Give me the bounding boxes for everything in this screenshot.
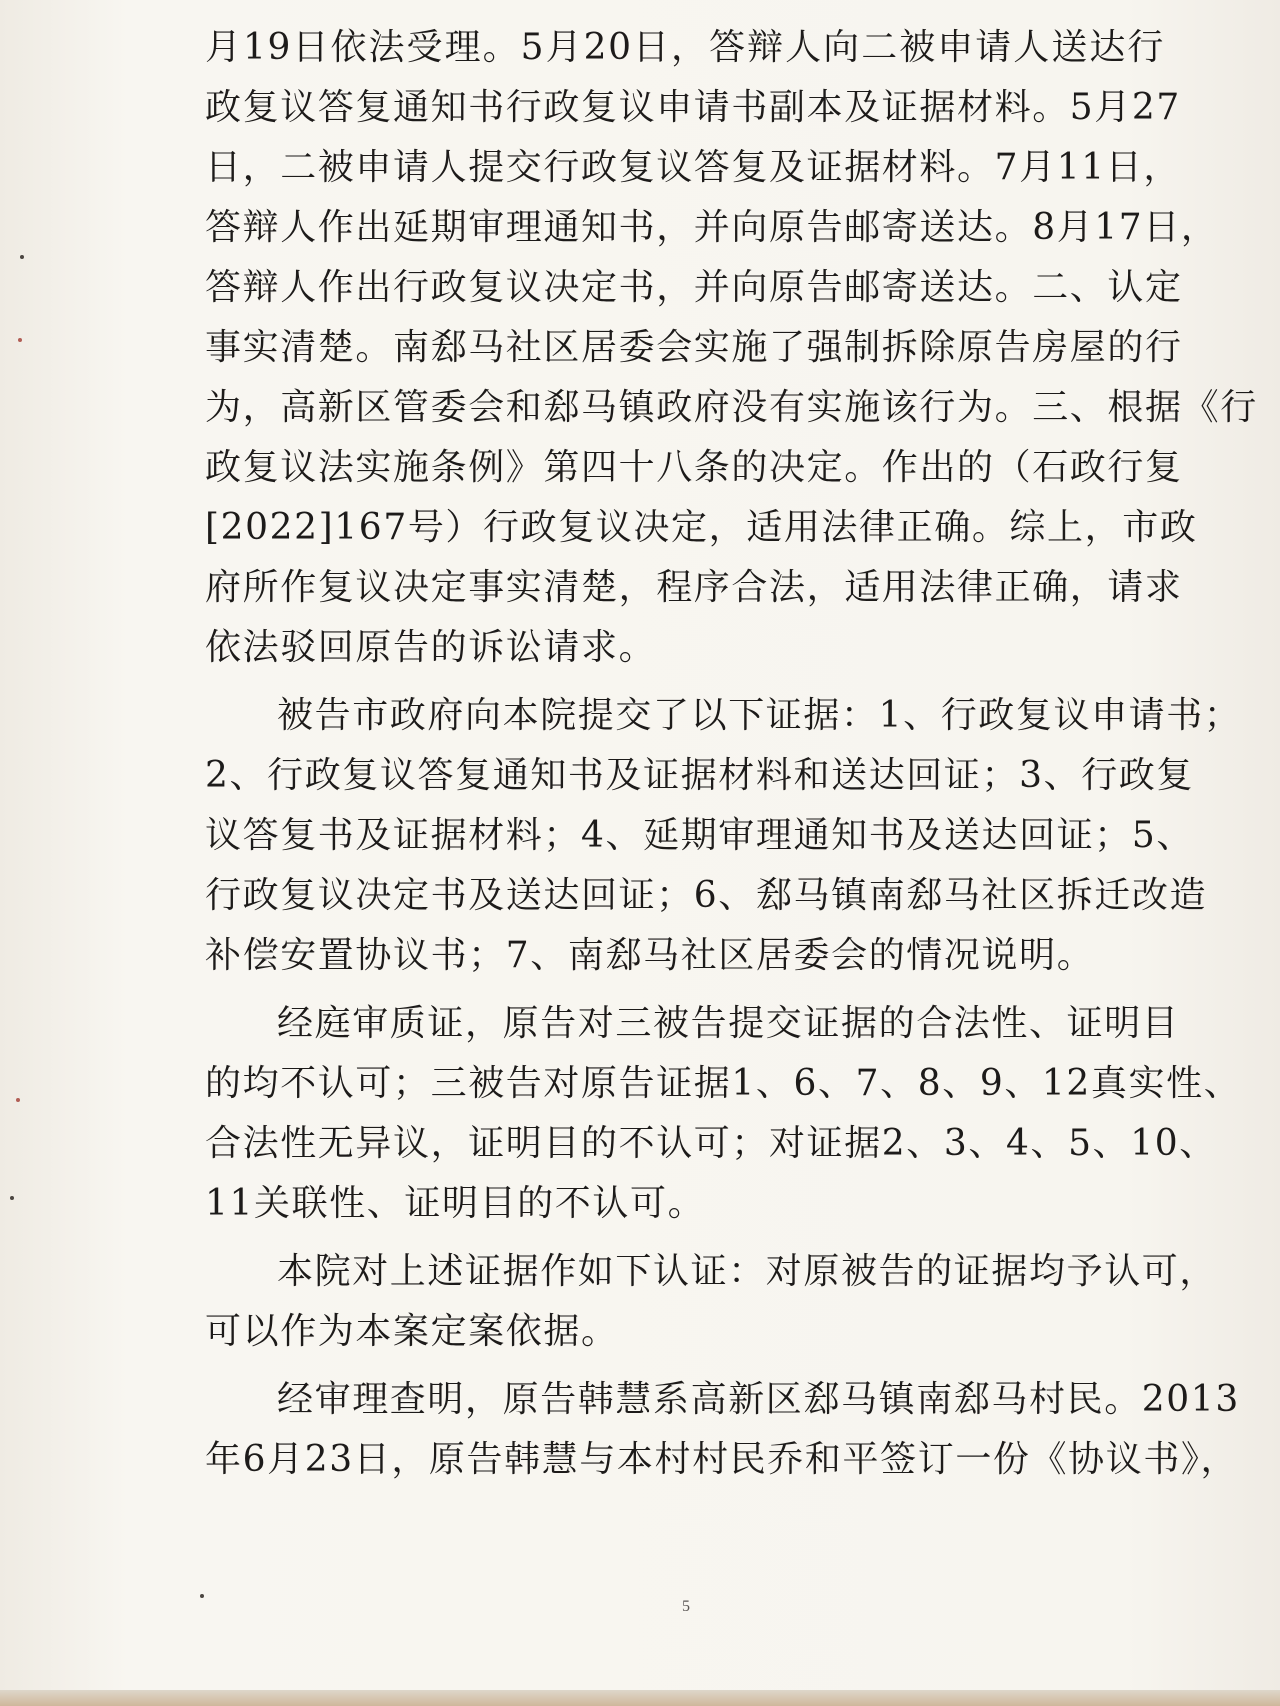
text-line: 合法性无异议，证明目的不认可；对证据2、3、4、5、10、 — [205, 1123, 1217, 1164]
text-line: 依法驳回原告的诉讼请求。 — [205, 627, 657, 668]
scan-speck — [200, 1594, 204, 1598]
text-line: 政复议答复通知书行政复议申请书副本及证据材料。5月27 — [205, 87, 1181, 128]
text-line: 政复议法实施条例》第四十八条的决定。作出的（石政行复 — [205, 447, 1183, 488]
scan-speck — [10, 1196, 14, 1200]
text-line: 2、行政复议答复通知书及证据材料和送达回证；3、行政复 — [205, 755, 1195, 796]
text-line: 可以作为本案定案依据。 — [205, 1311, 619, 1352]
text-line: 答辩人作出行政复议决定书，并向原告邮寄送达。二、认定 — [205, 267, 1183, 308]
text-line: 补偿安置协议书；7、南郄马社区居委会的情况说明。 — [205, 935, 1095, 976]
text-line: 府所作复议决定事实清楚，程序合法，适用法律正确，请求 — [205, 567, 1183, 608]
text-line: 11关联性、证明目的不认可。 — [205, 1183, 706, 1224]
document-body — [205, 18, 1258, 1490]
scan-speck — [18, 338, 22, 342]
text-line: 行政复议决定书及送达回证；6、郄马镇南郄马社区拆迁改造 — [205, 875, 1208, 916]
text-line: 事实清楚。南郄马社区居委会实施了强制拆除原告房屋的行 — [205, 327, 1183, 368]
text-line: 日，二被申请人提交行政复议答复及证据材料。7月11日， — [205, 147, 1181, 188]
scan-speck — [16, 1098, 20, 1102]
page-number: 5 — [682, 1598, 690, 1615]
text-line: [2022]167号）行政复议决定，适用法律正确。综上，市政 — [205, 507, 1198, 548]
text-line: 经庭审质证，原告对三被告提交证据的合法性、证明目 — [277, 1003, 1180, 1044]
scan-bottom-edge — [0, 1690, 1280, 1706]
text-line: 被告市政府向本院提交了以下证据：1、行政复议申请书； — [277, 695, 1242, 736]
text-line: 的均不认可；三被告对原告证据1、6、7、8、9、12真实性、 — [205, 1063, 1242, 1104]
text-line: 年6月23日，原告韩慧与本村村民乔和平签订一份《协议书》， — [205, 1439, 1239, 1480]
text-line: 经审理查明，原告韩慧系高新区郄马镇南郄马村民。2013 — [277, 1379, 1240, 1420]
text-line: 为，高新区管委会和郄马镇政府没有实施该行为。三、根据《行 — [205, 387, 1258, 428]
scan-speck — [20, 255, 24, 259]
text-line: 答辩人作出延期审理通知书，并向原告邮寄送达。8月17日， — [205, 207, 1219, 248]
text-line: 月19日依法受理。5月20日，答辩人向二被申请人送达行 — [205, 27, 1165, 68]
text-line: 议答复书及证据材料；4、延期审理通知书及送达回证；5、 — [205, 815, 1195, 856]
text-line: 本院对上述证据作如下认证：对原被告的证据均予认可， — [277, 1251, 1218, 1292]
